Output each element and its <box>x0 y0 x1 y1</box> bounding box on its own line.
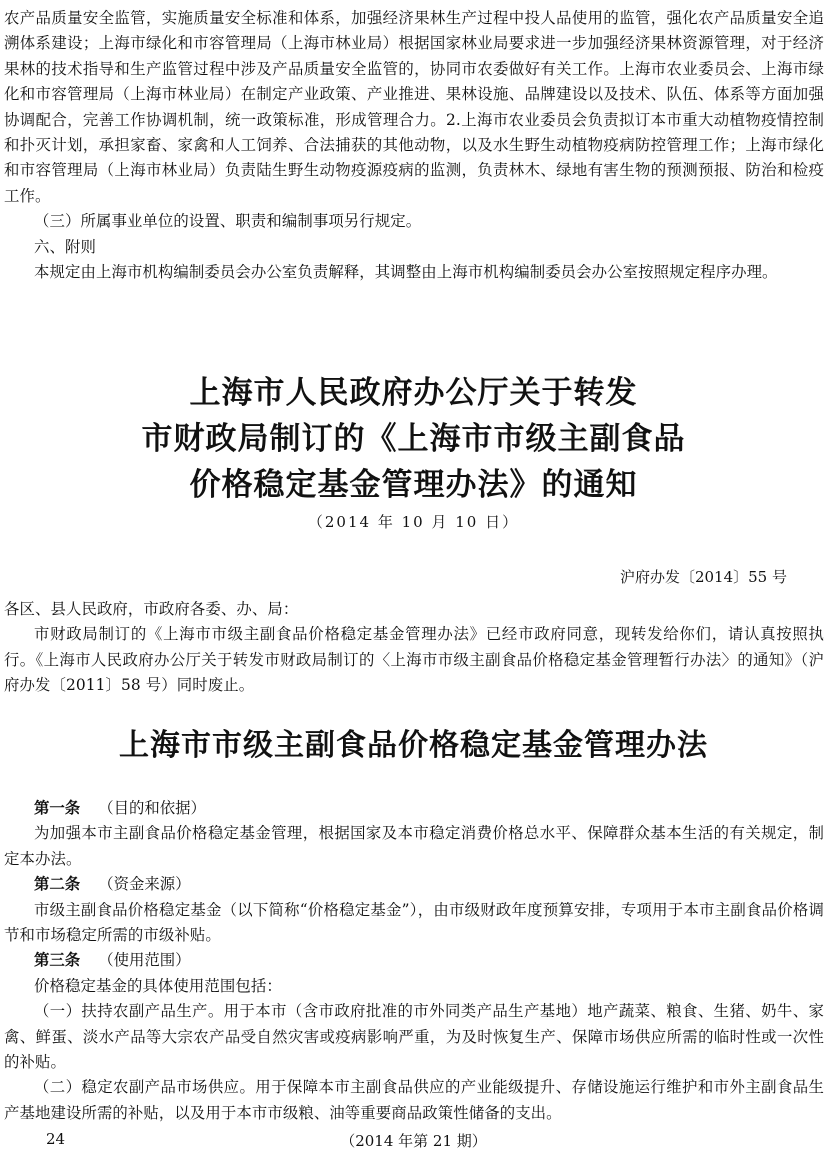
article-1-number: 第一条 <box>34 799 81 817</box>
notice-title-line-2: 市财政局制订的《上海市市级主副食品 <box>141 421 686 457</box>
article-1-body: 为加强本市主副食品价格稳定基金管理，根据国家及本市稳定消费价格总水平、保障群众基本生活的有关规定，制定本办法。 <box>4 824 824 868</box>
article-2-heading <box>4 872 824 897</box>
notice-date: （2014 年 10 月 10 日） <box>307 513 520 531</box>
article-2-title: （资金来源） <box>98 875 191 894</box>
article-3-body: 价格稳定基金的具体使用范围包括： <box>34 976 282 995</box>
notice-title-line-1: 上海市人民政府办公厅关于转发 <box>189 375 638 411</box>
article-3-number: 第三条 <box>34 951 81 970</box>
article-2-number: 第二条 <box>34 875 81 894</box>
top-paragraph-2: （三）所属事业单位的设置、职责和编制事项另行规定。 <box>34 212 422 231</box>
article-2-body: 市级主副食品价格稳定基金（以下简称“价格稳定基金”），由市级财政年度预算安排，专项用于本市主副食品价格调节和市场稳定所需的市级补贴。 <box>4 900 824 945</box>
notice-body-text: 市财政局制订的《上海市市级主副食品价格稳定基金管理办法》已经市政府同意，现转发给你们，请认真按照执行。《上海市人民政府办公厅关于转发市财政局制订的〈上海市市级主副食品价格稳定基金管理暂行办法〉的通知》（沪府办发〔2011〕58 号）同时废止。 <box>4 625 824 695</box>
article-3-title: （使用范围） <box>98 951 191 970</box>
article-1-heading <box>4 796 824 821</box>
top-paragraph-1: 农产品质量安全监管，实施质量安全标准和体系，加强经济果林生产过程中投人品使用的监管，强化农产品质量安全追溯体系建设；上海市绿化和市容管理局（上海市林业局）根据国家林业局要求进一步加强经济果林资源管理，对于经济果林的技术指导和生产监管过程中涉及产品质量安全监管的，协同市农委做好有关工作。上海市农业委员会、上海市绿化和市容管理局（上海市林业局）在制定产业政策、产业推进、果林设施、品牌建设以及技术、队伍、体系等方面加强协调配合，完善工作协调机制，统一政策标准，形成管理合力。2.上海市农业委员会负责拟订本市重大动植物疫情控制和扑灭计划，承担家畜、家禽和人工饲养、合法捕获的其他动物，以及水生野生动植物疫病防控管理工作；上海市绿化和市容管理局（上海市林业局）负责陆生野生动物疫源疫病的监测，负责林木、绿地有害生物的预测预报、防治和检疫工作。 <box>4 9 824 205</box>
measures-body <box>4 796 824 1126</box>
article-3-heading <box>4 948 824 973</box>
page-number: 24 <box>46 1130 66 1148</box>
article-3-item-2: （二）稳定农副产品市场供应。用于保障本市主副食品供应的产业能级提升、存储设施运行维护和市外主副食品生产基地建设所需的补贴，以及用于本市市级粮、油等重要商品政策性储备的支出。 <box>4 1078 824 1122</box>
notice-title-line-3: 价格稳定基金管理办法》的通知 <box>189 467 638 503</box>
measures-title: 上海市市级主副食品价格稳定基金管理办法 <box>119 728 708 763</box>
document-number: 沪府办发〔2014〕55 号 <box>619 568 787 586</box>
article-1-title: （目的和依据） <box>98 799 206 817</box>
article-3-item-1: （一）扶持农副产品生产。用于本市（含市政府批准的市外同类产品生产基地）地产蔬菜、粮食、生猪、奶牛、家禽、鲜蛋、淡水产品等大宗农产品受自然灾害或疫病影响严重，为及时恢复生产、保障市场供应所需的临时性或一次性的补贴。 <box>4 1002 824 1072</box>
issue-label: （2014 年第 21 期） <box>340 1132 487 1150</box>
section-heading-appendix: 六、附则 <box>34 237 96 256</box>
top-section <box>4 6 824 285</box>
top-paragraph-4: 本规定由上海市机构编制委员会办公室负责解释，其调整由上海市机构编制委员会办公室按照规定程序办理。 <box>34 263 778 282</box>
notice-body <box>4 597 824 699</box>
notice-addressee: 各区、县人民政府，市政府各委、办、局： <box>4 600 299 618</box>
